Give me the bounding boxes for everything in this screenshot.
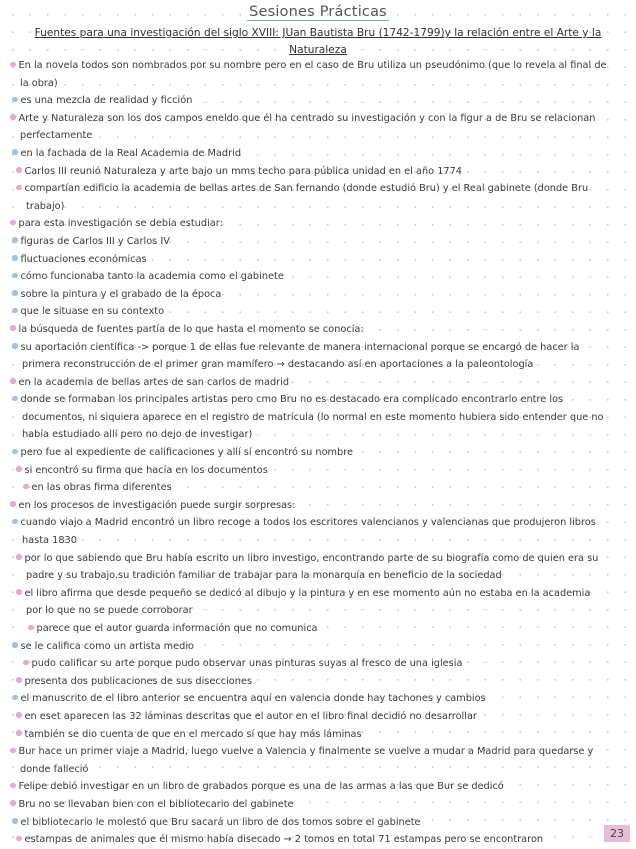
note-line bbox=[2, 251, 608, 269]
note-line bbox=[2, 391, 608, 444]
note-line bbox=[2, 145, 608, 163]
note-line-text: Bur hace un primer viaje a Madrid, luego vuelve a Valencia y finalmente se vuelve a mudar a Madrid para quedarse y donde falleció bbox=[18, 746, 594, 775]
note-line-text: pudo calificar su arte porque pudo observar unas pinturas suyas al fresco de una iglesia bbox=[31, 658, 463, 670]
note-line bbox=[2, 831, 608, 849]
note-line-text: en eset aparecen las 32 láminas descritas que el autor en el libro final decidió no desarrollar bbox=[24, 710, 477, 722]
note-line-text: Arte y Naturaleza son los dos campos eneldo que él ha centrado su investigación y con la figur a de Bru se relacionan perfectamente bbox=[18, 112, 596, 142]
bullet-dot-icon bbox=[12, 237, 18, 243]
bullet-dot-icon bbox=[16, 730, 22, 736]
note-line-text: también se dio cuenta de que en el mercado sí que hay más láminas bbox=[24, 728, 362, 740]
note-line bbox=[2, 620, 608, 638]
bullet-dot-icon bbox=[12, 449, 18, 455]
bullet-dot-icon bbox=[16, 836, 22, 842]
bullet-dot-icon bbox=[10, 748, 16, 754]
page-subtitle: Fuentes para una investigación del siglo XVIII: JUan Bautista Bru (1742-1799)y la relación entre el Arte y la Naturaleza bbox=[34, 27, 602, 56]
note-line-text: se le califica como un artista medio bbox=[20, 640, 195, 652]
note-line bbox=[2, 638, 608, 656]
note-line bbox=[2, 444, 608, 462]
note-line-text: sobre la pintura y el grabado de la época bbox=[20, 288, 222, 300]
note-line bbox=[2, 550, 608, 585]
bullet-dot-icon bbox=[10, 783, 16, 789]
note-line bbox=[2, 57, 608, 92]
note-line-text: cómo funcionaba tanto la academia como el gabinete bbox=[20, 271, 284, 283]
note-line bbox=[2, 708, 608, 726]
bullet-dot-icon bbox=[12, 343, 18, 349]
note-line bbox=[2, 497, 608, 515]
note-line-text: en la academia de bellas artes de san carlos de madrid bbox=[18, 376, 290, 388]
note-line bbox=[2, 92, 608, 110]
note-line bbox=[2, 374, 608, 392]
bullet-dot-icon bbox=[16, 167, 22, 173]
page-title bbox=[0, 4, 636, 20]
bullet-dot-icon bbox=[23, 484, 29, 490]
bullet-dot-icon bbox=[16, 589, 22, 595]
note-line-text: Carlos III reunió Naturaleza y arte bajo un mms techo para pública unidad en el año 1774 bbox=[24, 165, 463, 177]
note-line bbox=[2, 673, 608, 691]
note-line-text: que le situase en su contexto bbox=[20, 306, 165, 318]
note-line-text: la búsqueda de fuentes partía de lo que hasta el momento se conocía: bbox=[18, 323, 364, 335]
bullet-dot-icon bbox=[12, 97, 18, 103]
note-line bbox=[2, 778, 608, 796]
note-line bbox=[2, 585, 608, 620]
bullet-dot-icon bbox=[10, 378, 16, 384]
note-line-text: compartían edificio la academia de bellas artes de San fernando (donde estudió Bru) y el Real gabinete (donde Bru trabajo) bbox=[24, 183, 589, 212]
note-line-text: estampas de animales que él mismo había disecado → 2 tomos en total 71 estampas pero se encontraron bbox=[24, 834, 544, 846]
note-line-text: para esta investigación se debía estudiar: bbox=[18, 218, 223, 230]
note-line bbox=[2, 814, 608, 832]
note-line bbox=[2, 110, 608, 145]
note-line bbox=[2, 303, 608, 321]
bullet-dot-icon bbox=[10, 501, 16, 507]
page-number: 23 bbox=[604, 825, 630, 842]
note-line bbox=[2, 690, 608, 708]
bullet-dot-icon bbox=[10, 114, 16, 120]
bullet-dot-icon bbox=[23, 660, 29, 666]
note-line-text: fluctuaciones económicas bbox=[20, 253, 147, 265]
bullet-dot-icon bbox=[12, 695, 18, 701]
note-line-text: si encontró su firma que hacía en los documentos bbox=[24, 464, 268, 476]
note-line-text: pero fue al expediente de calificaciones y allí sí encontró su nombre bbox=[20, 447, 354, 459]
note-line-text: el bibliotecario le molestó que Bru sacará un libro de dos tomos sobre el gabinete bbox=[20, 816, 421, 828]
bullet-dot-icon bbox=[10, 220, 16, 226]
bullet-dot-icon bbox=[12, 255, 18, 261]
page-title-text: Sesiones Prácticas bbox=[249, 4, 387, 20]
notes-body bbox=[2, 57, 608, 849]
bullet-dot-icon bbox=[28, 625, 34, 631]
note-line-text: figuras de Carlos III y Carlos IV bbox=[20, 235, 170, 247]
bullet-dot-icon bbox=[16, 466, 22, 472]
bullet-dot-icon bbox=[16, 554, 22, 560]
bullet-dot-icon bbox=[12, 519, 18, 525]
note-line bbox=[2, 462, 608, 480]
bullet-dot-icon bbox=[12, 149, 18, 155]
note-line bbox=[2, 268, 608, 286]
note-line bbox=[2, 514, 608, 549]
note-line bbox=[2, 743, 608, 778]
bullet-dot-icon bbox=[10, 325, 16, 331]
note-line-text: donde se formaban los principales artistas pero cmo Bru no es destacado era complicado encontrarlo entre los documentos, ni siquiera aparece en el registro de matrícula (lo normal en este momento hubiera sido entender que no había estudiado allí pero no dejo de investigar) bbox=[20, 394, 604, 441]
bullet-dot-icon bbox=[10, 800, 16, 806]
note-line-text: parece que el autor guarda información que no comunica bbox=[36, 623, 318, 634]
note-line-text: es una mezcla de realidad y ficción bbox=[20, 95, 193, 107]
bullet-dot-icon bbox=[12, 290, 18, 296]
note-line bbox=[2, 726, 608, 744]
bullet-dot-icon bbox=[16, 185, 22, 191]
note-line-text: presenta dos publicaciones de sus disecciones bbox=[24, 675, 253, 687]
note-line bbox=[2, 655, 608, 673]
bullet-dot-icon bbox=[12, 308, 18, 314]
note-line-text: por lo que sabiendo que Bru había escrito un libro investigo, encontrando parte de su biografía como de quien era su padre y su trabajo.su tradición familiar de trabajar para la monarquía en beneficio de la sociedad bbox=[24, 552, 599, 582]
note-line-text: en la fachada de la Real Academia de Madrid bbox=[20, 147, 242, 159]
note-line bbox=[2, 286, 608, 304]
note-line-text: en los procesos de investigación puede surgir sorpresas: bbox=[18, 499, 296, 511]
note-line-text: el libro afirma que desde pequeño se dedicó al dibujo y la pintura y en ese momento aún no estaba en la academia por lo que no se puede corroborar bbox=[24, 587, 591, 617]
bullet-dot-icon bbox=[12, 818, 18, 824]
bullet-dot-icon bbox=[12, 273, 18, 279]
note-line bbox=[2, 796, 608, 814]
note-line bbox=[2, 339, 608, 374]
bullet-dot-icon bbox=[16, 677, 22, 683]
note-line-text: En la novela todos son nombrados por su nombre pero en el caso de Bru utiliza un pseudónimo (que lo revela al final de la obra) bbox=[18, 60, 607, 89]
note-line-text: en las obras firma diferentes bbox=[31, 482, 172, 494]
note-line bbox=[2, 215, 608, 233]
note-line-text: Bru no se llevaban bien con el bibliotecario del gabinete bbox=[18, 798, 294, 810]
note-line bbox=[2, 163, 608, 181]
note-line-text: el manuscrito de el libro anterior se encuentra aquí en valencia donde hay tachones y cambios bbox=[20, 693, 486, 705]
note-line bbox=[2, 180, 608, 215]
bullet-dot-icon bbox=[12, 642, 18, 648]
note-line-text: cuando viajo a Madrid encontró un libro recoge a todos los escritores valencianos y valencianas que produjeron libros hasta 1830 bbox=[20, 517, 596, 547]
note-line bbox=[2, 233, 608, 251]
bullet-dot-icon bbox=[16, 712, 22, 718]
note-line bbox=[2, 479, 608, 497]
bullet-dot-icon bbox=[12, 396, 18, 402]
note-line bbox=[2, 321, 608, 339]
note-line-text: Felipe debió investigar en un libro de grabados porque es una de las armas a las que Bur se dedicó bbox=[18, 781, 504, 793]
bullet-dot-icon bbox=[10, 62, 16, 68]
note-line-text: su aportación científica -> porque 1 de ellas fue relevante de manera internacional porque se encargó de hacer la primera reconstrucción de el primer gran mamífero → destacando así en aportaciones a la paleontología bbox=[20, 341, 580, 371]
